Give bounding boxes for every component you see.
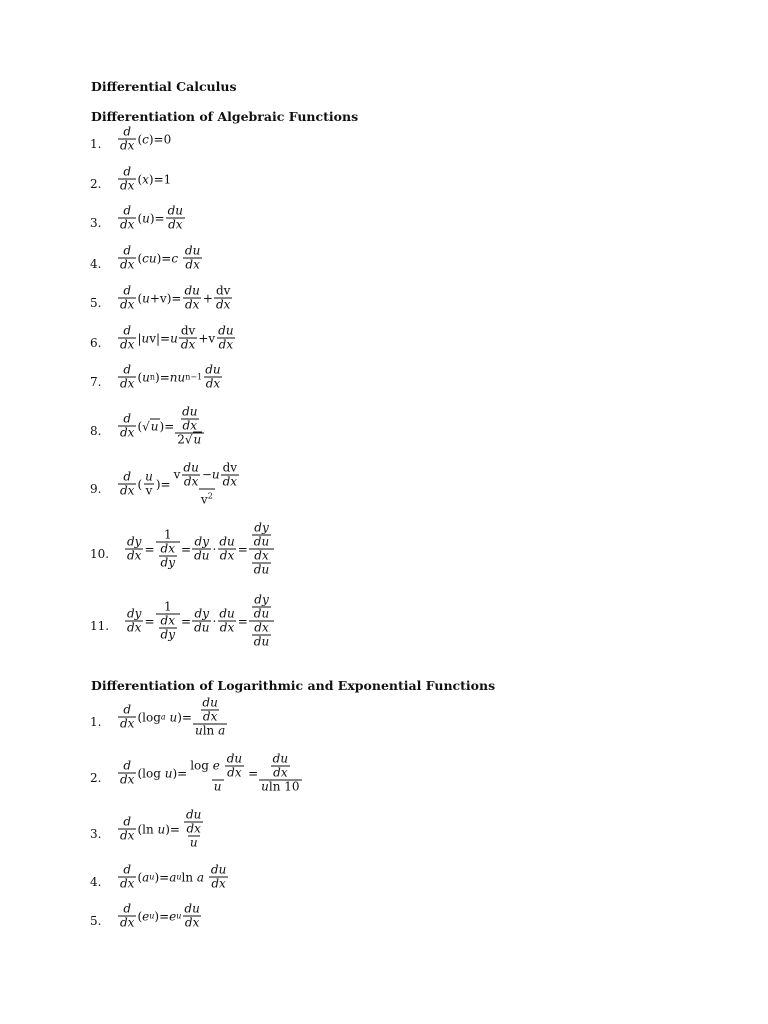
formula-number: 5.: [90, 296, 102, 310]
formula-number: 8.: [90, 424, 102, 438]
formula-2: d dx ( x )=1: [120, 164, 172, 193]
formula-number: 4.: [90, 875, 102, 889]
page-title: Differential Calculus: [91, 79, 237, 94]
formula-number: 11.: [90, 619, 110, 633]
formula-10: dy dx = 1 $\frac{dx}{dy}$ = dy du · du dx = $\frac{dy}{du}$ $\frac{dx}{du}$: [124, 522, 275, 577]
formula-number: 2.: [90, 771, 102, 785]
formula-number: 3.: [90, 216, 102, 230]
log-formula-2: d dx (log u )= log e $\frac{du}{dx}$ u = $\frac{du}{dx}$ uln 10: [120, 751, 300, 794]
formula-number: 10.: [90, 547, 110, 561]
formula-number: 6.: [90, 336, 102, 350]
formula-11: dy dx = 1 $\frac{dx}{dy}$ = dy du · du dx = $\frac{dy}{du}$ $\frac{dx}{du}$: [124, 594, 275, 649]
formula-number: 1.: [90, 137, 102, 151]
formula-number: 3.: [90, 827, 102, 841]
section-heading-logarithmic: Differentiation of Logarithmic and Exponential Functions: [91, 678, 496, 693]
formula-6: d dx | u v|= u dv dx +v du dx: [120, 323, 234, 352]
formula-number: 4.: [90, 257, 102, 271]
log-formula-1: d dx (log a u )= $\frac{du}{dx}$ uln a: [120, 695, 226, 738]
formula-9: d dx ( u v )= v $\frac{du}{dx}$ −u $\frac{dv}{dx}$ $v^2$: [120, 460, 238, 507]
formula-number: 1.: [90, 715, 102, 729]
formula-4: d dx ( cu )= c du dx: [120, 243, 201, 272]
formula-3: d dx ( u )= du dx: [120, 203, 184, 232]
formula-5: d dx ( u +v)= du dx + dv dx: [120, 283, 231, 312]
formula-number: 5.: [90, 914, 102, 928]
formula-number: 7.: [90, 375, 102, 389]
formula-8: d dx (√ u )= $\frac{du}{dx}$ 2√u: [117, 406, 205, 447]
formula-7: d dx ( u n )= nu n−1 du dx: [120, 362, 221, 391]
log-formula-5: d dx ( e u )= e u du dx: [120, 901, 200, 930]
formula-number: 9.: [90, 482, 102, 496]
formula-1: d dx ( c )=0: [120, 124, 172, 153]
log-formula-3: d dx (ln u )= $\frac{du}{dx}$ u: [120, 807, 202, 850]
formula-number: 2.: [90, 177, 102, 191]
section-heading-algebraic: Differentiation of Algebraic Functions: [91, 109, 359, 124]
log-formula-4: d dx ( a u )= a u ln a du dx: [120, 862, 227, 891]
